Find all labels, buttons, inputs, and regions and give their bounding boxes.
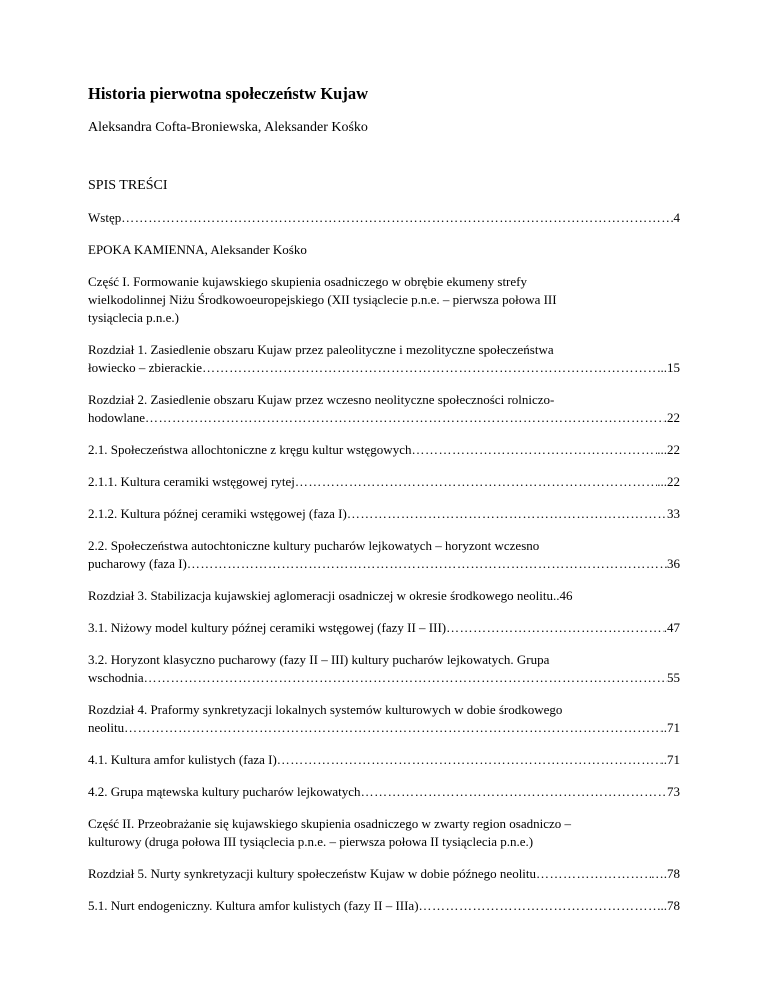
toc-entry: Rozdział 3. Stabilizacja kujawskiej aglomeracji osadniczej w okresie środkowego neolitu..46 [88,588,573,603]
toc-page-number: 55 [667,670,680,685]
toc-entry [88,209,680,227]
toc-entry [88,651,680,687]
toc-page-number: ..78 [660,898,680,913]
toc-entry-leader-line [88,865,680,883]
toc-dot-leader [536,865,651,883]
toc-entry-line: Część I. Formowanie kujawskiego skupienia osadniczego w obrębie ekumeny strefy [88,274,527,289]
toc-entry-label: Wstęp [88,210,122,225]
toc-dot-leader [145,409,664,427]
toc-entry [88,391,680,427]
toc-dot-leader [361,783,667,801]
toc-entry-label: wschodnia [88,670,144,685]
toc-entry: EPOKA KAMIENNA, Aleksander Kośko [88,242,307,257]
toc-entry [88,273,680,327]
toc-entry-leader-line [88,751,680,769]
toc-dot-leader [347,505,667,523]
toc-entry [88,537,680,573]
toc-dot-leader [419,897,661,915]
toc-dot-leader [121,209,673,227]
toc-entry-leader-line [88,719,680,737]
toc-entry-leader-line [88,555,680,573]
toc-entry-label: 2.1.1. Kultura ceramiki wstęgowej rytej [88,474,295,489]
toc-entry-line: Rozdział 4. Praformy synkretyzacji lokalnych systemów kulturowych w dobie środkowego [88,702,563,717]
toc-entry [88,751,680,769]
document-title: Historia pierwotna społeczeństw Kujaw [88,84,369,103]
toc-heading: SPIS TREŚCI [88,178,168,193]
toc-entry-leader-line [88,441,680,459]
toc-entry-line: 3.2. Horyzont klasyczno pucharowy (fazy II – III) kultury pucharów lejkowatych. Grupa [88,652,550,667]
toc-entry-label: neolitu [88,720,125,735]
toc-entry-leader-line [88,505,680,523]
toc-entry-line: 2.2. Społeczeństwa autochtoniczne kultury pucharów lejkowatych – horyzont wczesno [88,538,540,553]
toc-entry [88,441,680,459]
toc-entry-line: wielkodolinnej Niżu Środkowoeuropejskiego (XII tysiąclecie p.n.e. – pierwsza połowa III [88,292,557,307]
toc-entry-line: Część II. Przeobrażanie się kujawskiego skupienia osadniczego w zwarty region osadniczo – [88,816,571,831]
toc-entry [88,865,680,883]
toc-entry-label: 5.1. Nurt endogeniczny. Kultura amfor kulistych (fazy II – IIIa) [88,898,419,913]
toc-page-number: .47 [663,620,680,635]
toc-entry [88,783,680,801]
toc-page-number: ...15 [657,360,680,375]
toc-entry [88,619,680,637]
toc-entry-label: 4.1. Kultura amfor kulistych (faza I) [88,752,277,767]
toc-entry [88,505,680,523]
toc-dot-leader [187,555,667,573]
toc-entry [88,897,680,915]
toc-entry-label: 2.1. Społeczeństwa allochtoniczne z kręgu kultur wstęgowych [88,442,412,457]
toc-dot-leader [202,359,657,377]
toc-entry-leader-line [88,897,680,915]
toc-entry-line: tysiąclecia p.n.e.) [88,310,179,325]
toc-dot-leader [411,441,657,459]
toc-dot-leader [144,669,667,687]
toc-entry-leader-line [88,409,680,427]
toc-page-number: 36 [667,556,680,571]
toc-entry-label: pucharowy (faza I) [88,556,187,571]
table-of-contents [88,209,680,929]
toc-entry-leader-line [88,359,680,377]
toc-entry-line: Rozdział 1. Zasiedlenie obszaru Kujaw przez paleolityczne i mezolityczne społeczeństwa [88,342,554,357]
toc-page-number: ..71 [660,720,680,735]
toc-page-number: .22 [663,410,680,425]
toc-entry-label: 4.2. Grupa mątewska kultury pucharów lejkowatych [88,784,361,799]
toc-page-number: ...22 [657,442,680,457]
toc-entry-label: 2.1.2. Kultura późnej ceramiki wstęgowej (faza I) [88,506,347,521]
toc-entry-leader-line [88,669,680,687]
toc-page-number: 73 [667,784,680,799]
toc-entry-label: 3.1. Niżowy model kultury późnej ceramiki wstęgowej (fazy II – III) [88,620,447,635]
toc-page-number: ..71 [660,752,680,767]
toc-entry-leader-line [88,619,680,637]
toc-entry [88,473,680,491]
toc-entry [88,701,680,737]
toc-page-number: ….78 [650,866,680,881]
toc-dot-leader [124,719,660,737]
toc-entry-label: Rozdział 5. Nurty synkretyzacji kultury społeczeństw Kujaw w dobie późnego neolitu [88,866,537,881]
toc-entry-leader-line [88,783,680,801]
toc-entry [88,815,680,851]
toc-entry [88,341,680,377]
toc-entry-line: kulturowy (druga połowa III tysiąclecia p.n.e. – pierwsza połowa II tysiąclecia p.n.e.) [88,834,534,849]
toc-dot-leader [277,751,661,769]
toc-page-number: ...22 [657,474,680,489]
toc-page-number: 33 [667,506,680,521]
toc-entry-leader-line [88,473,680,491]
toc-entry-label: łowiecko – zbierackie [88,360,203,375]
toc-entry-label: hodowlane [88,410,146,425]
toc-dot-leader [295,473,657,491]
toc-dot-leader [446,619,664,637]
toc-page-number: 4 [673,210,680,225]
toc-entry-line: Rozdział 2. Zasiedlenie obszaru Kujaw przez wczesno neolityczne społeczności rolniczo- [88,392,555,407]
toc-entry-leader-line [88,209,680,227]
document-authors: Aleksandra Cofta-Broniewska, Aleksander Kośko [88,120,368,135]
